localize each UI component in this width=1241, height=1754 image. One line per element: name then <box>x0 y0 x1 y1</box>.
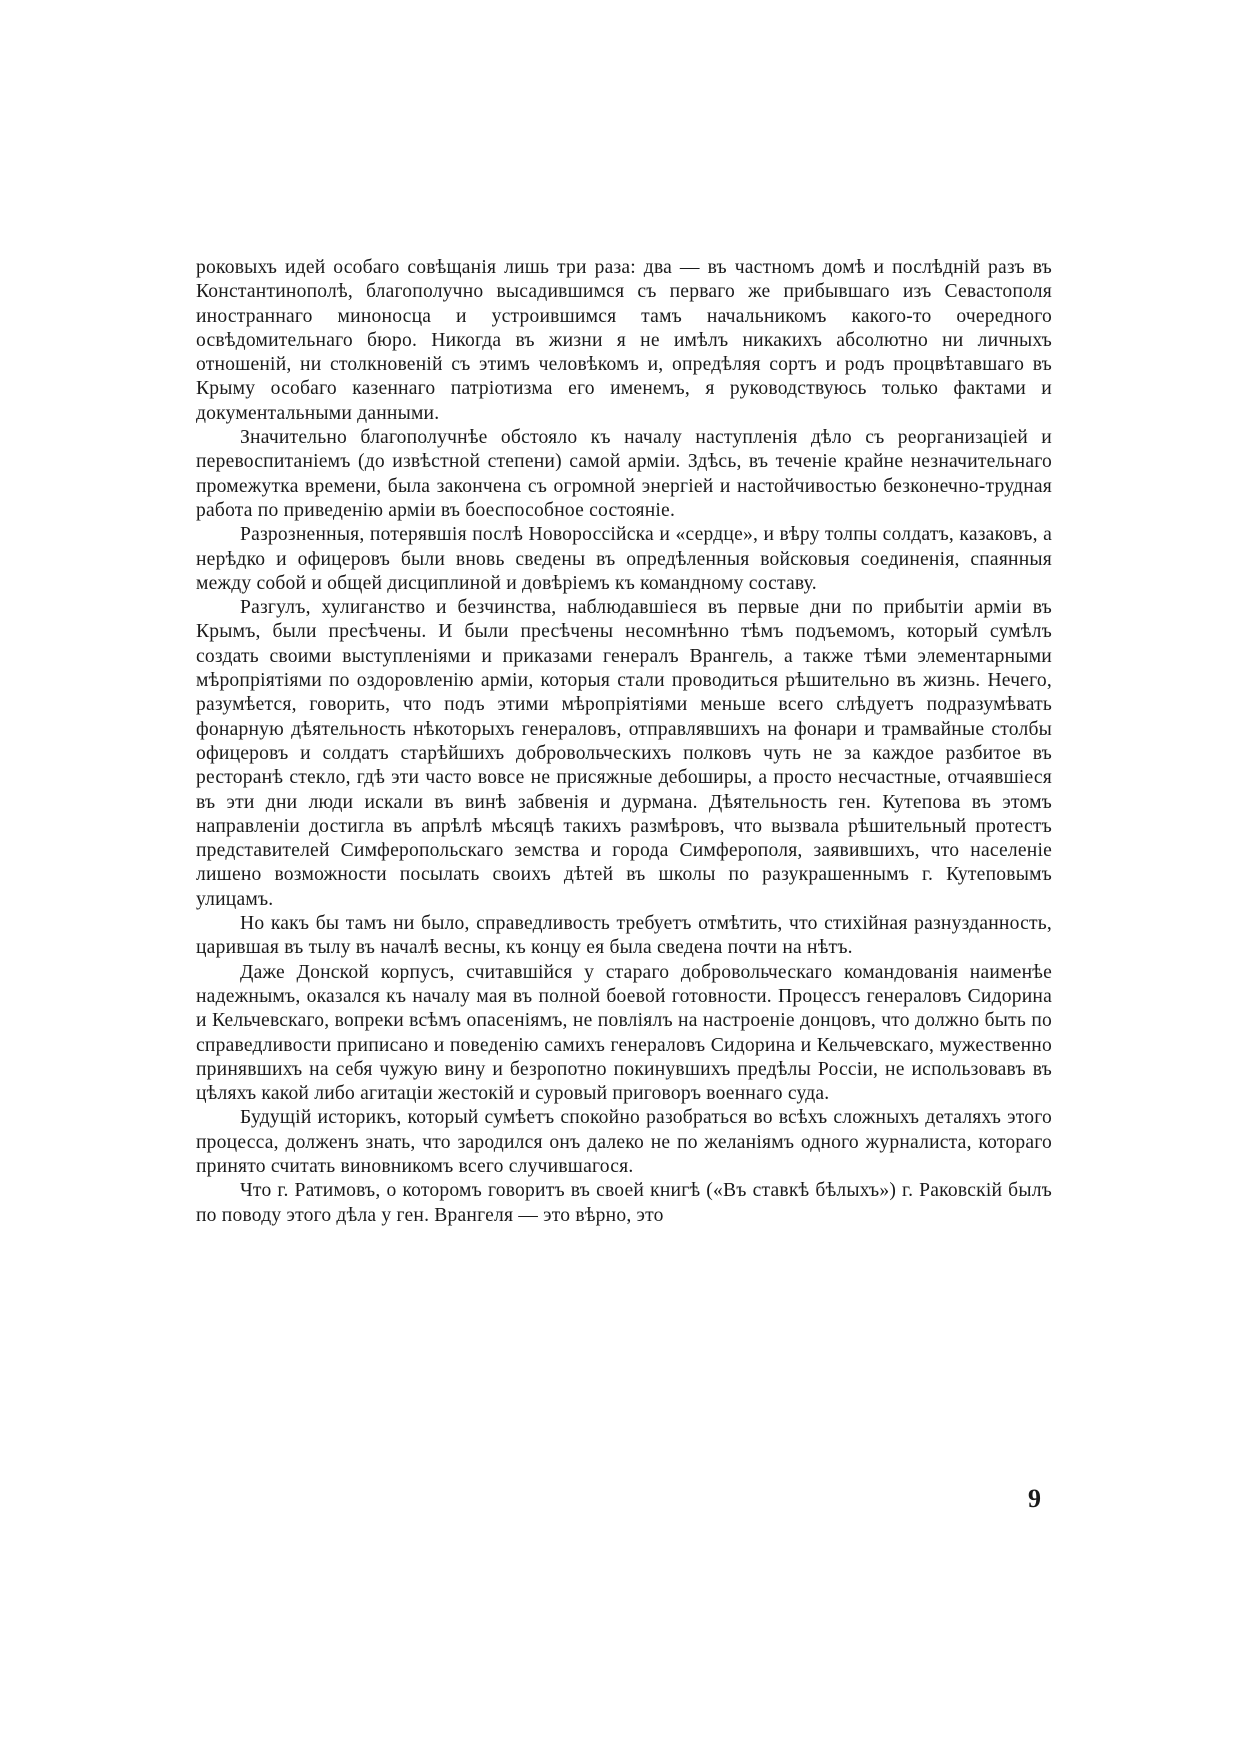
page-number: 9 <box>1028 1484 1041 1513</box>
paragraph-3: Разрозненныя, потерявшія послѣ Новороссійска и «сердце», и вѣру толпы солдатъ, казаковъ, а нерѣдко и офицеровъ были вновь сведены въ опредѣленныя войсковыя соединенія, спаянныя между собой и общей дисциплиной и довѣріемъ къ командному составу. <box>196 524 1052 594</box>
paragraph-5: Но какъ бы тамъ ни было, справедливость требуетъ отмѣтить, что стихійная разнузданность, царившая въ тылу въ началѣ весны, къ концу ея была сведена почти на нѣтъ. <box>196 913 1052 959</box>
paragraph-8: Что г. Ратимовъ, о которомъ говоритъ въ своей книгѣ («Въ ставкѣ бѣлыхъ») г. Раковскій былъ по поводу этого дѣла у ген. Врангеля — это вѣрно, это <box>196 1180 1052 1226</box>
paragraph-4: Разгулъ, хулиганство и безчинства, наблюдавшіеся въ первые дни по прибытіи арміи въ Крымъ, были пресѣчены. И были пресѣчены несомнѣнно тѣмъ подъемомъ, который сумѣлъ создать своими выступленіями и приказами генералъ Врангель, а также тѣми элементарными мѣропріятіями по оздоровленію арміи, которыя стали проводиться рѣшительно въ жизнь. Нечего, разумѣется, говорить, что подъ этими мѣропріятіями меньше всего слѣдуетъ подразумѣвать фонарную дѣятельность нѣкоторыхъ генераловъ, отправлявшихъ на фонари и трамвайные столбы офицеровъ и солдатъ старѣйшихъ добровольческихъ полковъ чуть не за каждое разбитое въ ресторанѣ стекло, гдѣ эти часто вовсе не присяжные дебоширы, а просто несчастные, отчаявшіеся въ эти дни люди искали въ винѣ забвенія и дурмана. Дѣятельность ген. Кутепова въ этомъ направленіи достигла въ апрѣлѣ мѣсяцѣ такихъ размѣровъ, что вызвала рѣшительный протестъ представителей Симферопольскаго земства и города Симферополя, заявившихъ, что населеніе лишено возможности посылать своихъ дѣтей въ школы по разукрашеннымъ г. Кутеповымъ улицамъ. <box>196 597 1052 910</box>
paragraph-7: Будущій историкъ, который сумѣетъ спокойно разобраться во всѣхъ сложныхъ деталяхъ этого процесса, долженъ знать, что зародился онъ далеко не по желаніямъ одного журналиста, котораго принято считать виновникомъ всего случившагося. <box>196 1107 1052 1177</box>
paragraph-6: Даже Донской корпусъ, считавшійся у стараго добровольческаго командованія наименѣе надежнымъ, оказался къ началу мая въ полной боевой готовности. Процессъ генераловъ Сидорина и Кельчевскаго, вопреки всѣмъ опасеніямъ, не повліялъ на настроеніе донцовъ, что должно быть по справедливости приписано и поведенію самихъ генераловъ Сидорина и Кельчевскаго, мужественно принявшихъ на себя чужую вину и безропотно покинувшихъ предѣлы Россіи, не использовавъ въ цѣляхъ какой либо агитаціи жестокій и суровый приговоръ военнаго суда. <box>196 961 1052 1105</box>
paragraph-2: Значительно благополучнѣе обстояло къ началу наступленія дѣло съ реорганизаціей и перевоспитаніемъ (до извѣстной степени) самой арміи. Здѣсь, въ теченіе крайне незначительнаго промежутка времени, была закончена съ огромной энергіей и настойчивостью безконечно-трудная работа по приведенію арміи въ боеспособное состояніе. <box>196 427 1052 521</box>
body-text <box>196 256 1052 1228</box>
paragraph-1: роковыхъ идей особаго совѣщанія лишь три раза: два — въ частномъ домѣ и послѣдній разъ въ Константинополѣ, благополучно высадившимся съ перваго же прибывшаго изъ Севастополя иностраннаго миноносца и устроившимся тамъ начальникомъ какого-то очередного освѣдомительнаго бюро. Никогда въ жизни я не имѣлъ никакихъ абсолютно ни личныхъ отношеній, ни столкновеній съ этимъ человѣкомъ и, опредѣляя сортъ и родъ процвѣтавшаго въ Крыму особаго казеннаго патріотизма его именемъ, я руководствуюсь только фактами и документальными данными. <box>196 257 1052 424</box>
